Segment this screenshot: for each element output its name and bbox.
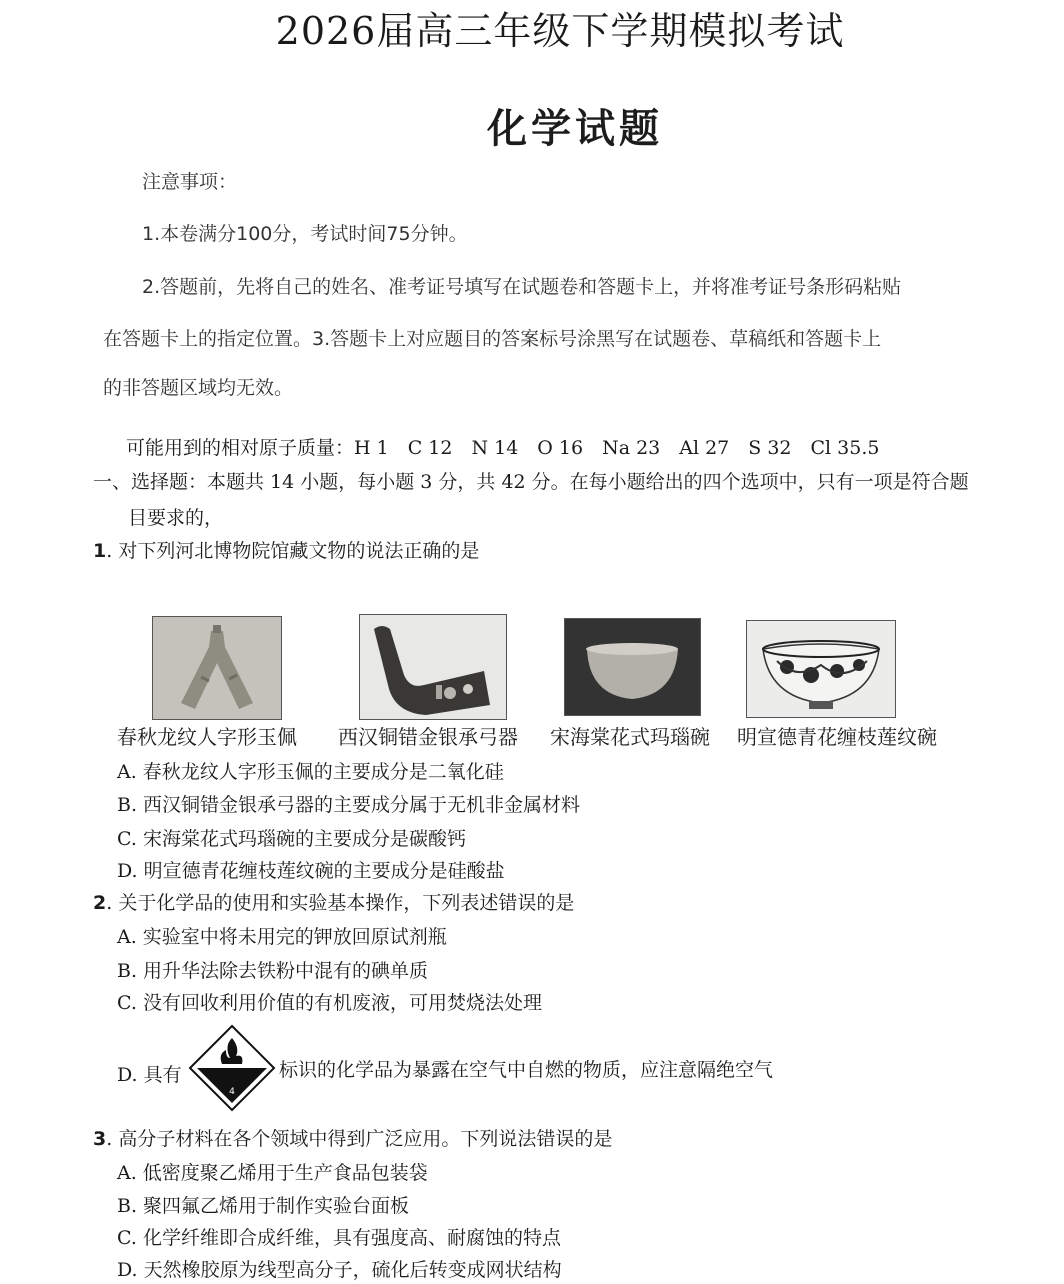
question-1	[93, 536, 479, 563]
hazard-class-label: 4	[229, 1087, 235, 1097]
subject-title: 化学试题	[487, 105, 663, 152]
q3-option-b: B. 聚四氟乙烯用于制作实验台面板	[117, 1195, 410, 1217]
question-stem: . 关于化学品的使用和实验基本操作，下列表述错误的是	[106, 892, 575, 914]
notice-line-2: 2.答题前，先将自己的姓名、准考证号填写在试题卷和答题卡上，并将准考证号条形码粘贴	[142, 276, 902, 298]
bronze-bow-holder-photo	[359, 614, 507, 720]
question-3	[93, 1124, 612, 1151]
q2-option-a: A. 实验室中将未用完的钾放回原试剂瓶	[117, 926, 447, 948]
q1-option-a: A. 春秋龙纹人字形玉佩的主要成分是二氧化硅	[117, 761, 504, 783]
notice-line-3: 在答题卡上的指定位置。3.答题卡上对应题目的答案标号涂黑写在试题卷、草稿纸和答题卡上	[103, 328, 882, 350]
q2-option-d-prefix: D. 具有	[117, 1064, 182, 1086]
q1-option-c: C. 宋海棠花式玛瑙碗的主要成分是碳酸钙	[117, 828, 466, 850]
caption-jade-pendant: 春秋龙纹人字形玉佩	[117, 725, 297, 749]
atomic-masses: 可能用到的相对原子质量：H 1 C 12 N 14 O 16 Na 23 Al 27 S 32 Cl 35.5	[126, 437, 880, 459]
exam-title: 2026届高三年级下学期模拟考试	[275, 9, 845, 53]
caption-porcelain-bowl: 明宣德青花缠枝莲纹碗	[737, 725, 937, 749]
q1-option-b: B. 西汉铜错金银承弓器的主要成分属于无机非金属材料	[117, 794, 581, 816]
q2-option-b: B. 用升华法除去铁粉中混有的碘单质	[117, 960, 429, 982]
q3-option-a: A. 低密度聚乙烯用于生产食品包装袋	[117, 1162, 428, 1184]
question-number: 1	[93, 540, 107, 562]
notice-line-1: 1.本卷满分100分，考试时间75分钟。	[142, 223, 468, 245]
q2-option-d-suffix: 标识的化学品为暴露在空气中自燃的物质，应注意隔绝空气	[279, 1059, 774, 1081]
porcelain-bowl-photo	[746, 620, 896, 718]
notice-line-4: 的非答题区域均无效。	[103, 377, 294, 399]
question-stem: . 高分子材料在各个领域中得到广泛应用。下列说法错误的是	[106, 1128, 613, 1150]
caption-agate-bowl: 宋海棠花式玛瑙碗	[550, 725, 710, 749]
q2-option-c: C. 没有回收利用价值的有机废液，可用焚烧法处理	[117, 992, 542, 1014]
q3-option-c: C. 化学纤维即合成纤维，具有强度高、耐腐蚀的特点	[117, 1227, 561, 1249]
section-heading: 一、选择题：本题共 14 小题，每小题 3 分，共 42 分。在每小题给出的四个选项中，只有一项是符合题	[93, 471, 969, 493]
question-2	[93, 888, 574, 915]
question-stem: . 对下列河北博物院馆藏文物的说法正确的是	[106, 540, 480, 562]
agate-bowl-photo	[564, 618, 701, 716]
jade-pendant-photo	[152, 616, 282, 720]
q1-option-d: D. 明宣德青花缠枝莲纹碗的主要成分是硅酸盐	[117, 860, 505, 882]
question-number: 3	[93, 1128, 107, 1150]
question-number: 2	[93, 892, 107, 914]
caption-bow-holder: 西汉铜错金银承弓器	[338, 725, 518, 749]
notice-heading: 注意事项：	[142, 171, 238, 193]
q3-option-d: D. 天然橡胶原为线型高分子，硫化后转变成网状结构	[117, 1259, 562, 1281]
flammable-hazard-icon	[188, 1024, 276, 1116]
section-heading-cont: 目要求的，	[128, 507, 224, 529]
